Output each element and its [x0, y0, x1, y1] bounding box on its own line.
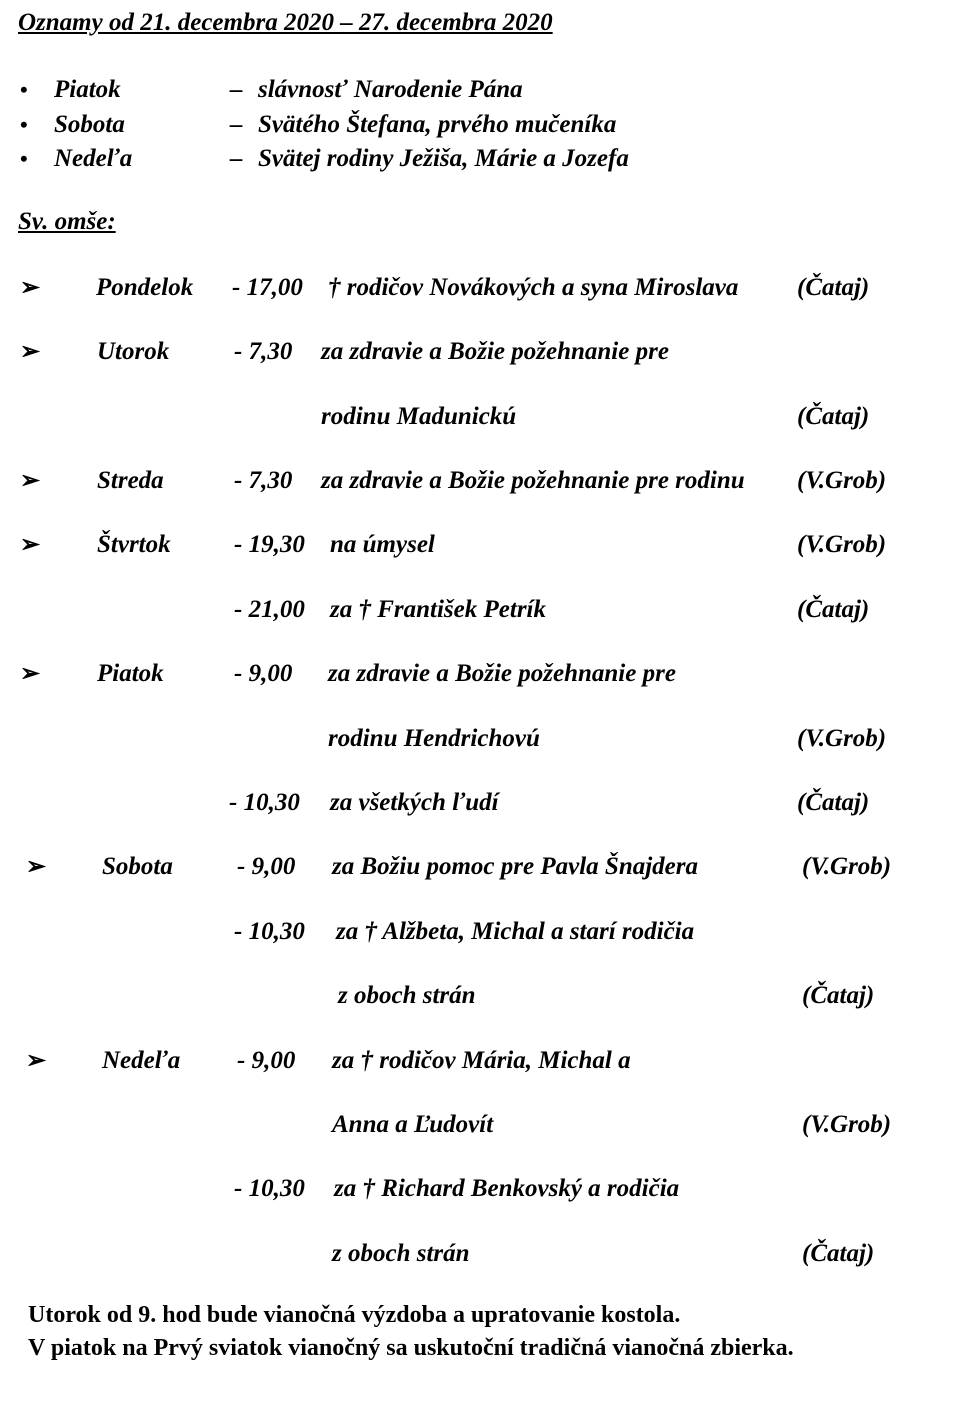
- mass-intention-cont: rodinu Madunickú: [321, 403, 517, 430]
- mass-place: (Čataj): [797, 403, 870, 430]
- feast-day: Nedeľa: [54, 145, 133, 172]
- mass-time: - 9,00: [234, 660, 293, 687]
- mass-intention: za zdravie a Božie požehnanie pre: [321, 338, 669, 365]
- mass-place: (V.Grob): [802, 1111, 892, 1138]
- bullet-icon: •: [20, 112, 28, 137]
- mass-intention-cont: z oboch strán: [338, 982, 476, 1009]
- note-line: Utorok od 9. hod bude vianočná výzdoba a upratovanie kostola.: [28, 1302, 681, 1328]
- mass-intention-cont: Anna a Ľudovít: [332, 1111, 494, 1138]
- mass-intention: za † rodičov Mária, Michal a: [332, 1047, 631, 1074]
- mass-intention: na úmysel: [330, 531, 435, 558]
- mass-time: - 7,30: [234, 467, 293, 494]
- note-line: V piatok na Prvý sviatok vianočný sa uskutoční tradičná vianočná zbierka.: [28, 1335, 794, 1361]
- feast-dash: –: [230, 111, 243, 138]
- mass-time: - 21,00: [234, 596, 305, 623]
- page-title: Oznamy od 21. decembra 2020 – 27. decembra 2020: [18, 9, 553, 36]
- masses-heading: Sv. omše:: [18, 208, 116, 235]
- mass-intention: za zdravie a Božie požehnanie pre: [328, 660, 676, 687]
- mass-time: - 10,30: [234, 1175, 305, 1202]
- mass-intention: za zdravie a Božie požehnanie pre rodinu: [321, 467, 745, 494]
- mass-day: Nedeľa: [102, 1047, 181, 1074]
- arrow-bullet-icon: ➢: [20, 661, 41, 687]
- mass-place: (Čataj): [797, 274, 870, 301]
- feast-text: Svätého Štefana, prvého mučeníka: [258, 111, 617, 138]
- mass-intention-cont: rodinu Hendrichovú: [328, 725, 540, 752]
- mass-time: - 19,30: [234, 531, 305, 558]
- arrow-bullet-icon: ➢: [26, 1048, 47, 1074]
- mass-day: Streda: [97, 467, 164, 494]
- bullet-icon: •: [20, 77, 28, 102]
- mass-place: (V.Grob): [797, 725, 887, 752]
- mass-place: (Čataj): [802, 1240, 875, 1267]
- feast-text: slávnosť Narodenie Pána: [258, 76, 523, 103]
- feast-day: Piatok: [54, 76, 121, 103]
- mass-place: (V.Grob): [797, 531, 887, 558]
- arrow-bullet-icon: ➢: [20, 275, 41, 301]
- arrow-bullet-icon: ➢: [26, 854, 47, 880]
- mass-day: Pondelok: [96, 274, 194, 301]
- mass-place: (Čataj): [797, 789, 870, 816]
- bullet-icon: •: [20, 146, 28, 171]
- mass-time: - 7,30: [234, 338, 293, 365]
- mass-time: - 9,00: [237, 853, 296, 880]
- mass-intention: za † František Petrík: [330, 596, 546, 623]
- mass-place: (Čataj): [797, 596, 870, 623]
- mass-place: (V.Grob): [797, 467, 887, 494]
- mass-intention: za † Alžbeta, Michal a starí rodičia: [336, 918, 695, 945]
- mass-time: - 10,30: [234, 918, 305, 945]
- feast-day: Sobota: [54, 111, 125, 138]
- mass-day: Utorok: [97, 338, 170, 365]
- feast-text: Svätej rodiny Ježiša, Márie a Jozefa: [258, 145, 629, 172]
- mass-time: - 17,00: [232, 274, 303, 301]
- mass-intention: za všetkých ľudí: [330, 789, 499, 816]
- mass-day: Piatok: [97, 660, 164, 687]
- mass-place: (Čataj): [802, 982, 875, 1009]
- mass-intention: za † Richard Benkovský a rodičia: [334, 1175, 680, 1202]
- mass-day: Sobota: [102, 853, 173, 880]
- mass-time: - 10,30: [229, 789, 300, 816]
- mass-intention: za Božiu pomoc pre Pavla Šnajdera: [332, 853, 698, 880]
- arrow-bullet-icon: ➢: [20, 339, 41, 365]
- feast-dash: –: [230, 145, 243, 172]
- arrow-bullet-icon: ➢: [20, 532, 41, 558]
- mass-intention-cont: z oboch strán: [332, 1240, 470, 1267]
- mass-place: (V.Grob): [802, 853, 892, 880]
- feast-dash: –: [230, 76, 243, 103]
- arrow-bullet-icon: ➢: [20, 468, 41, 494]
- mass-day: Štvrtok: [97, 531, 171, 558]
- mass-intention: † rodičov Novákových a syna Miroslava: [328, 274, 739, 301]
- mass-time: - 9,00: [237, 1047, 296, 1074]
